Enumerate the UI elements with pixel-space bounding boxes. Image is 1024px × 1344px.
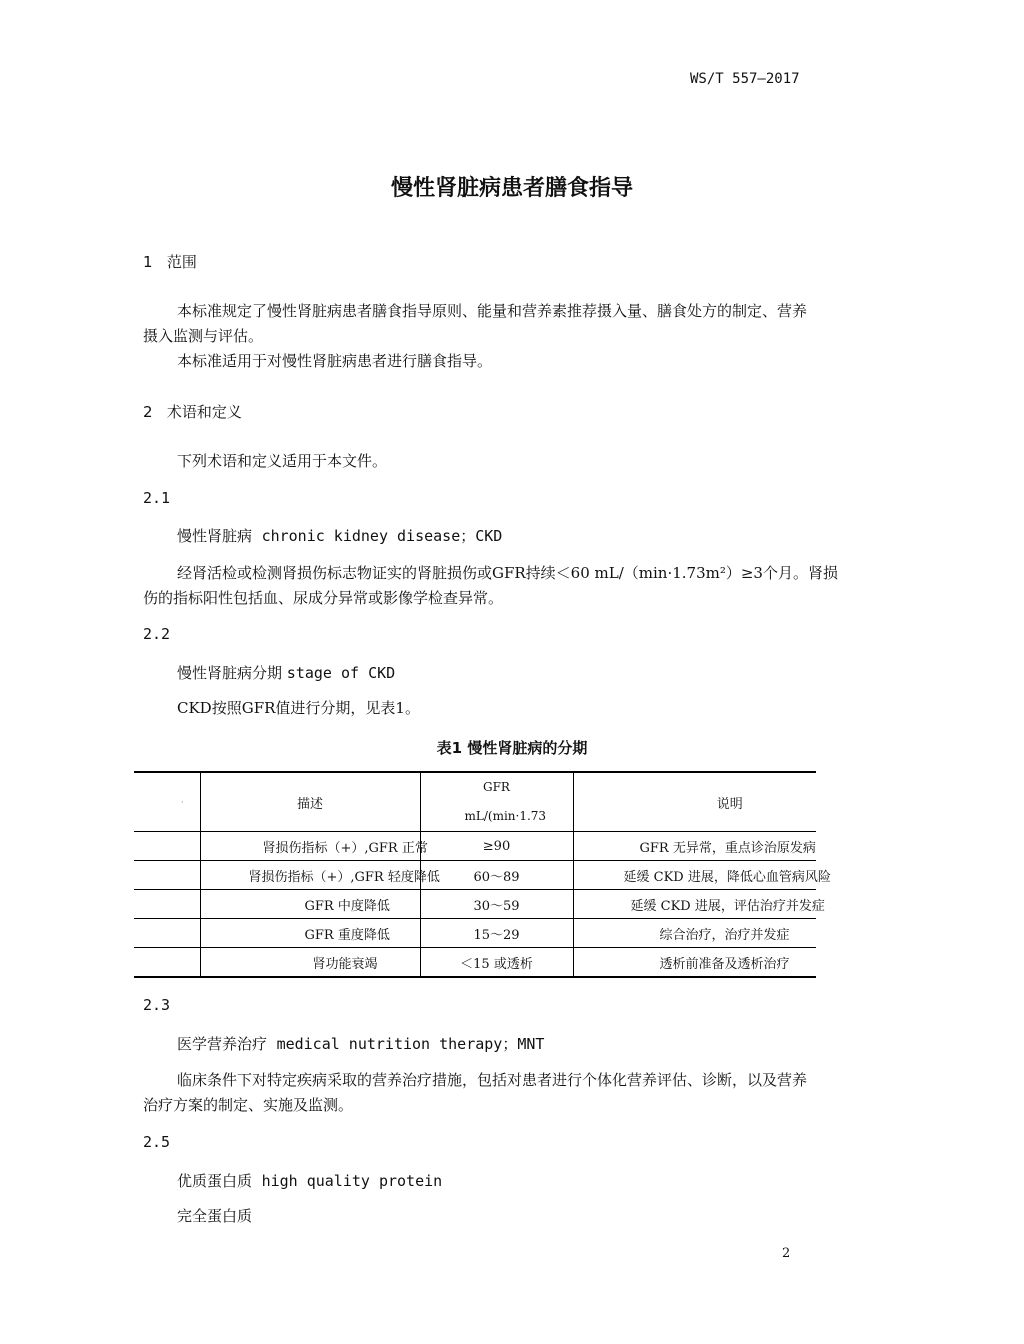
s1-para1-line1: 本标准规定了慢性肾脏病患者膳食指导原则、能量和营养素推荐摄入量、膳食处方的制定、营养 [177, 302, 808, 320]
clause-2-5-term [177, 1170, 442, 1191]
term-en: medical nutrition therapy；MNT [276, 1035, 545, 1053]
s1-para2: 本标准适用于对慢性肾脏病患者进行膳食指导。 [177, 352, 493, 370]
cell-note: GFR 无异常，重点诊治原发病 [573, 832, 816, 861]
cell-gfr: 30～59 [420, 890, 573, 919]
cell-stage [134, 832, 200, 861]
header-gfr-line1: GFR [483, 780, 510, 794]
cell-stage [134, 890, 200, 919]
cell-stage [134, 919, 200, 948]
clause-2-3-def-line2: 治疗方案的制定、实施及监测。 [143, 1096, 354, 1114]
s1-para1-line2: 摄入监测与评估。 [143, 327, 264, 345]
clause-2-1-def-line1: 经肾活检或检测肾损伤标志物证实的肾脏损伤或GFR持续＜60 mL/（min·1.73m²）≥3个月。肾损 [177, 564, 838, 582]
table-row [134, 919, 816, 948]
cell-description: 肾损伤指标（+）,GFR 正常 [200, 832, 420, 861]
standard-code: WS/T 557—2017 [690, 71, 800, 87]
section-1-number: 1 [143, 253, 153, 271]
ckd-stage-table [134, 771, 831, 978]
cell-note: 延缓 CKD 进展，评估治疗并发症 [573, 890, 816, 919]
header-gfr-unit: mL/(min·1.73 [464, 809, 547, 823]
clause-2-3-def-line1: 临床条件下对特定疾病采取的营养治疗措施，包括对患者进行个体化营养评估、诊断，以及营养 [177, 1071, 808, 1089]
header-description: 描述 [200, 772, 420, 832]
clause-2-3-number: 2.3 [143, 996, 171, 1014]
table-row [134, 861, 816, 890]
cell-description: 肾功能衰竭 [200, 948, 420, 978]
cell-description: GFR 重度降低 [200, 919, 420, 948]
cell-note: 透析前准备及透析治疗 [573, 948, 816, 978]
table-header-row [134, 772, 816, 832]
term-cn: 慢性肾脏病 [177, 527, 253, 545]
cell-gfr: 60～89 [420, 861, 573, 890]
term-en: chronic kidney disease；CKD [261, 527, 503, 545]
clause-2-5-def: 完全蛋白质 [177, 1207, 253, 1225]
section-2-heading [143, 401, 242, 422]
clause-2-1-term [177, 525, 502, 546]
term-cn: 医学营养治疗 [177, 1035, 268, 1053]
table-row [134, 832, 816, 861]
term-cn: 慢性肾脏病分期 [177, 664, 283, 682]
clause-2-2-term [177, 662, 395, 683]
clause-2-3-term [177, 1033, 544, 1054]
header-gfr [420, 772, 573, 832]
cell-gfr: 15～29 [420, 919, 573, 948]
clause-2-1-def-line2: 伤的指标阳性包括血、尿成分异常或影像学检查异常。 [143, 589, 504, 607]
cell-description: 肾损伤指标（+）,GFR 轻度降低 [200, 861, 420, 890]
section-2-title: 术语和定义 [166, 403, 242, 421]
cell-note: 综合治疗，治疗并发症 [573, 919, 816, 948]
section-1-title: 范围 [166, 253, 197, 271]
table-row [134, 948, 816, 978]
section-2-number: 2 [143, 403, 153, 421]
cell-note: 延缓 CKD 进展，降低心血管病风险 [573, 861, 816, 890]
clause-2-2-number: 2.2 [143, 625, 171, 643]
section-1-heading [143, 251, 197, 272]
cell-stage [134, 861, 200, 890]
cell-gfr: ＜15 或透析 [420, 948, 573, 978]
header-note: 说明 [573, 772, 816, 832]
term-en: stage of CKD [286, 664, 396, 682]
s2-intro: 下列术语和定义适用于本文件。 [177, 452, 388, 470]
page-number: 2 [782, 1246, 791, 1261]
term-en: high quality protein [261, 1172, 443, 1190]
cell-gfr: ≥90 [420, 832, 573, 861]
page-title: 慢性肾脏病患者膳食指导 [390, 176, 633, 201]
table-row [134, 890, 816, 919]
cell-description: GFR 中度降低 [200, 890, 420, 919]
clause-2-1-number: 2.1 [143, 489, 171, 507]
clause-2-5-number: 2.5 [143, 1133, 171, 1151]
clause-2-2-def: CKD按照GFR值进行分期，见表1。 [177, 699, 420, 717]
cell-stage [134, 948, 200, 978]
term-cn: 优质蛋白质 [177, 1172, 253, 1190]
table-1-caption: 表1 慢性肾脏病的分期 [436, 739, 588, 757]
header-stage: · [134, 772, 200, 832]
